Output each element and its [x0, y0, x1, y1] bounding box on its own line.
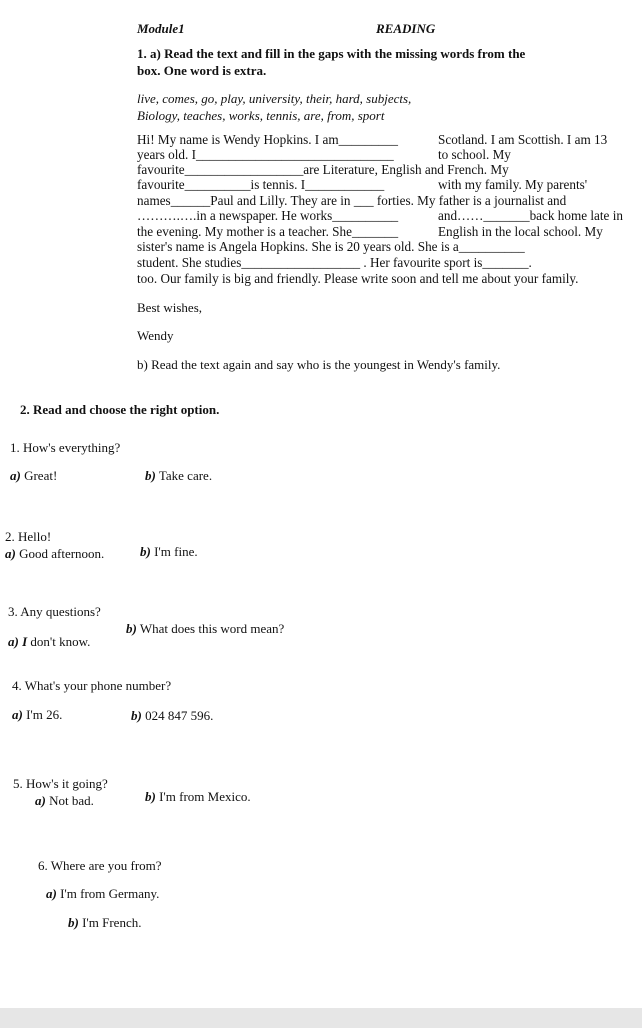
page-bottom-margin	[0, 1008, 642, 1028]
word-box-line1: live, comes, go, play, university, their, hard, subjects,	[137, 91, 412, 106]
section-title: READING	[376, 21, 436, 36]
text-line-2-left: years old. I______________________________	[137, 147, 394, 162]
text-line-9-left: student. She studies__________________ . Her favourite sport is_______.	[137, 255, 532, 270]
q1-option-b-text: Take care.	[155, 468, 213, 483]
q5-option-b-text: I'm from Mexico.	[155, 789, 251, 804]
text-line-10-left: too. Our family is big and friendly. Please write soon and tell me about your family.	[137, 271, 579, 286]
q2-option-b-label: b)	[140, 544, 151, 559]
text-line-2-right: to school. My	[438, 147, 511, 162]
q1-option-a-label: a)	[10, 468, 21, 483]
q3-option-a-label: a) I	[8, 634, 28, 649]
word-box-line2: Biology, teaches, works, tennis, are, from, sport	[137, 108, 385, 123]
q1-option-b	[145, 468, 212, 484]
task1-part-b: b) Read the text again and say who is the youngest in Wendy's family.	[137, 357, 501, 372]
q5-option-a	[35, 793, 94, 809]
task1-instruction-line2: box. One word is extra.	[137, 63, 267, 78]
q2-option-a-text: Good afternoon.	[15, 546, 105, 561]
q2-option-a	[5, 546, 104, 562]
text-line-6-left: ……….….in a newspaper. He works__________	[137, 208, 399, 223]
question-1: 1. How's everything?	[10, 440, 121, 455]
task2-instruction: 2. Read and choose the right option.	[20, 402, 220, 417]
q4-option-a-label: a)	[12, 707, 23, 722]
q6-option-a-text: I'm from Germany.	[56, 886, 160, 901]
q2-option-b-text: I'm fine.	[150, 544, 198, 559]
text-line-8-left: sister's name is Angela Hopkins. She is 20 years old. She is a__________	[137, 239, 525, 254]
text-line-6-right: and……_______back home late in	[438, 208, 623, 223]
q2-option-a-label: a)	[5, 546, 16, 561]
q6-option-b-text: I'm French.	[78, 915, 142, 930]
text-line-5-left: names______Paul and Lilly. They are in ___ forties. My father is a journalist and	[137, 193, 567, 208]
text-line-7-right: English in the local school. My	[438, 224, 603, 239]
q6-option-b	[68, 915, 141, 931]
q5-option-b-label: b)	[145, 789, 156, 804]
q5-option-b	[145, 789, 251, 805]
question-6: 6. Where are you from?	[38, 858, 162, 873]
q3-option-a	[8, 634, 90, 650]
q5-option-a-label: a)	[35, 793, 46, 808]
q4-option-b-text: 024 847 596.	[141, 708, 214, 723]
q6-option-b-label: b)	[68, 915, 79, 930]
q1-option-a	[10, 468, 57, 484]
q3-option-b-text: What does this word mean?	[136, 621, 285, 636]
text-line-4-left: favourite__________is tennis. I____________	[137, 177, 385, 192]
question-3: 3. Any questions?	[8, 604, 101, 619]
text-line-1-right: Scotland. I am Scottish. I am 13	[438, 132, 608, 147]
question-2: 2. Hello!	[5, 529, 52, 544]
text-line-1-left: Hi! My name is Wendy Hopkins. I am_________	[137, 132, 398, 147]
q3-option-a-text: don't know.	[27, 634, 91, 649]
q6-option-a	[46, 886, 159, 902]
text-line-4-right: with my family. My parents'	[438, 177, 588, 192]
q4-option-a-text: I'm 26.	[22, 707, 63, 722]
text-line-3-left: favourite__________________are Literature, English and French. My	[137, 162, 509, 177]
q6-option-a-label: a)	[46, 886, 57, 901]
q4-option-b-label: b)	[131, 708, 142, 723]
q3-option-b	[126, 621, 284, 637]
question-4: 4. What's your phone number?	[12, 678, 172, 693]
letter-closing: Best wishes,	[137, 300, 202, 315]
q4-option-a	[12, 707, 62, 723]
q5-option-a-text: Not bad.	[45, 793, 94, 808]
question-5: 5. How's it going?	[13, 776, 108, 791]
q1-option-a-text: Great!	[20, 468, 58, 483]
module-label: Module1	[137, 21, 185, 36]
q4-option-b	[131, 708, 213, 724]
task1-instruction-line1: 1. a) Read the text and fill in the gaps with the missing words from the	[137, 46, 526, 61]
q1-option-b-label: b)	[145, 468, 156, 483]
text-line-7-left: the evening. My mother is a teacher. She_______	[137, 224, 399, 239]
q2-option-b	[140, 544, 198, 560]
q3-option-b-label: b)	[126, 621, 137, 636]
letter-signature: Wendy	[137, 328, 174, 343]
